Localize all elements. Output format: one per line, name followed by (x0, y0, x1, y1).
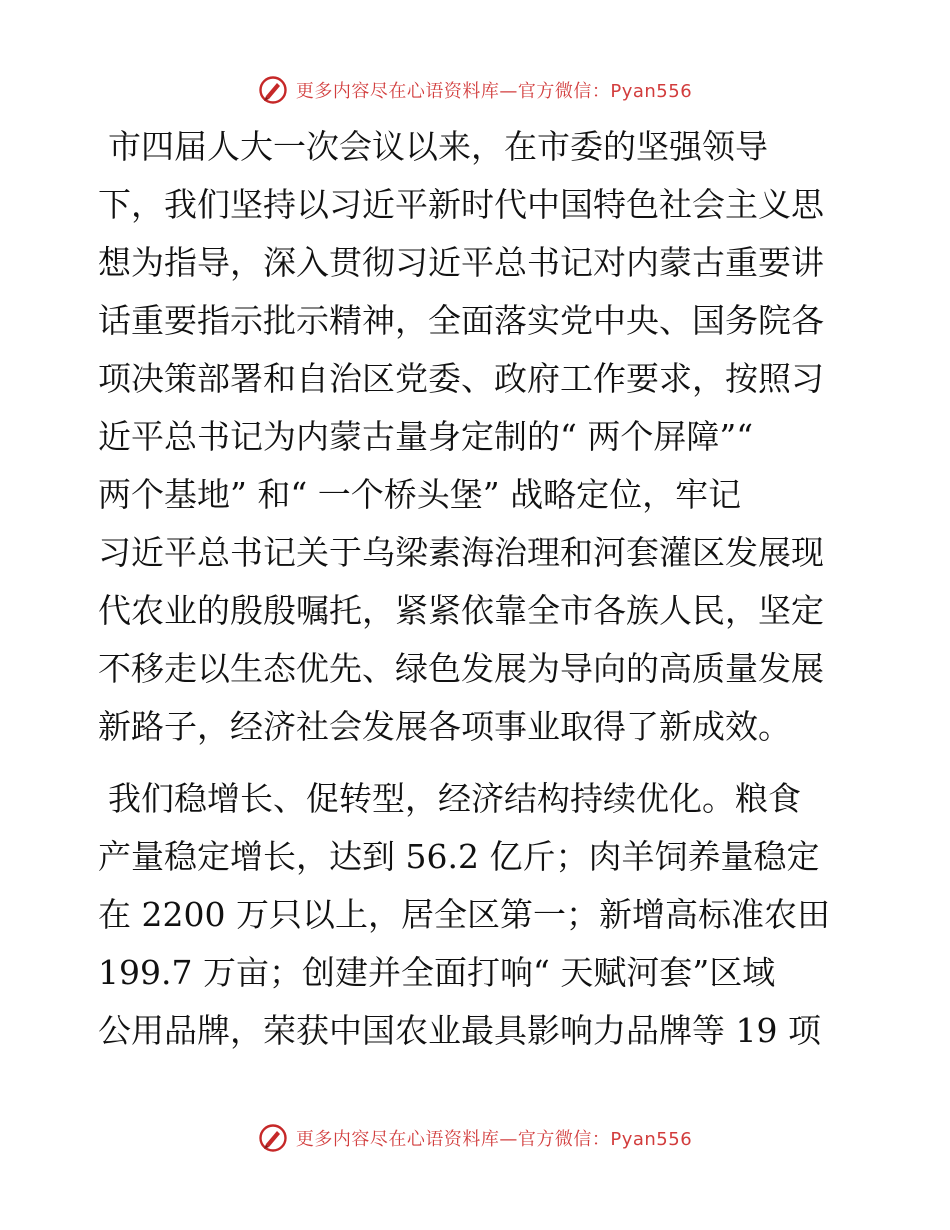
text-line: 在 2200 万只以上，居全区第一；新增高标准农田 (98, 895, 830, 934)
text-line: 我们稳增长、促转型，经济结构持续优化。粮食 (108, 779, 801, 818)
paragraph (98, 118, 850, 756)
text-line: 两个基地” 和“ 一个桥头堡” 战略定位，牢记 (98, 475, 742, 514)
text-line: 话重要指示批示精神，全面落实党中央、国务院各 (98, 301, 824, 340)
text-line: 公用品牌，荣获中国农业最具影响力品牌等 19 项 (98, 1011, 821, 1050)
text-line: 199.7 万亩；创建并全面打响“ 天赋河套”区域 (98, 953, 776, 992)
text-line: 项决策部署和自治区党委、政府工作要求，按照习 (98, 359, 824, 398)
seal-pen-icon (258, 1123, 288, 1153)
text-line: 下，我们坚持以习近平新时代中国特色社会主义思 (98, 185, 824, 224)
paragraph (98, 770, 850, 1060)
header-banner (0, 70, 950, 110)
text-line: 习近平总书记关于乌梁素海治理和河套灌区发展现 (98, 533, 824, 572)
text-line: 想为指导，深入贯彻习近平总书记对内蒙古重要讲 (98, 243, 824, 282)
text-line: 市四届人大一次会议以来，在市委的坚强领导 (108, 127, 768, 166)
footer-banner (0, 1118, 950, 1158)
text-line: 新路子，经济社会发展各项事业取得了新成效。 (98, 707, 791, 746)
paragraph-gap (98, 756, 850, 770)
text-line: 代农业的殷殷嘱托，紧紧依靠全市各族人民，坚定 (98, 591, 824, 630)
text-line: 不移走以生态优先、绿色发展为导向的高质量发展 (98, 649, 824, 688)
document-body (98, 118, 850, 1060)
text-line: 产量稳定增长，达到 56.2 亿斤；肉羊饲养量稳定 (98, 837, 820, 876)
seal-pen-icon (258, 75, 288, 105)
banner-text: 更多内容尽在心语资料库—官方微信：Pyan556 (295, 81, 693, 102)
text-line: 近平总书记为内蒙古量身定制的“ 两个屏障”“ (98, 417, 754, 456)
banner-text: 更多内容尽在心语资料库—官方微信：Pyan556 (295, 1129, 693, 1150)
